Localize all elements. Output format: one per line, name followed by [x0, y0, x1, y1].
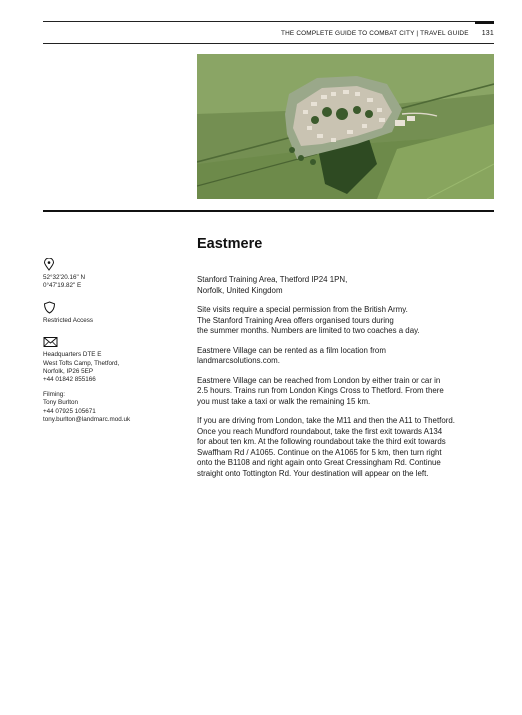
driving-directions-paragraph	[197, 416, 497, 479]
running-head	[43, 25, 494, 41]
page-number: 131	[475, 30, 494, 37]
text-line: The Stanford Training Area offers organised tours during	[197, 315, 394, 325]
permission-paragraph	[197, 305, 497, 337]
section-rule	[43, 210, 494, 212]
entry-title: Eastmere	[197, 236, 263, 252]
phone-number: +44 01842 855166	[43, 376, 96, 384]
aerial-photo	[197, 54, 494, 199]
longitude: 0°47'19.82" E	[43, 282, 82, 290]
latitude: 52°32'20.16" N	[43, 274, 86, 281]
map-pin-icon	[43, 258, 55, 271]
page-number-tab	[475, 21, 494, 24]
text-line: Eastmere Village can be reached from London by either train or car in	[197, 375, 441, 385]
header-rule	[43, 43, 494, 44]
text-line: Eastmere Village can be rented as a film location from	[197, 345, 386, 355]
text-line: Once you reach Mundford roundabout, take the first exit towards A134	[197, 426, 443, 436]
rental-paragraph	[197, 346, 497, 367]
access-text: Restricted Access	[43, 316, 94, 324]
running-title: THE COMPLETE GUIDE TO COMBAT CITY | TRAVEL GUIDE	[280, 29, 469, 37]
text-line: for about ten km. At the following roundabout take the third exit towards	[197, 437, 446, 446]
text-line: Stanford Training Area, Thetford IP24 1PN,	[197, 275, 348, 284]
envelope-icon	[43, 335, 58, 348]
access-block	[43, 301, 188, 325]
address-paragraph	[197, 275, 497, 296]
filming-email[interactable]: tony.burlton@landmarc.mod.uk	[43, 416, 131, 424]
address-line: West Tofts Camp, Thetford,	[43, 359, 120, 367]
filming-phone: +44 07925 105671	[43, 407, 96, 415]
text-line: If you are driving from London, take the M11 and then the A11 to Thetford.	[197, 416, 455, 425]
transport-paragraph	[197, 376, 497, 408]
text-line: landmarcsolutions.com.	[197, 356, 280, 365]
entry-body	[197, 275, 497, 488]
top-rule	[43, 21, 494, 22]
address-line: Headquarters DTE E	[43, 351, 102, 359]
filming-block	[43, 391, 188, 425]
text-line: Norfolk, United Kingdom	[197, 285, 283, 295]
aerial-photo-graphic	[197, 54, 494, 199]
text-line: straight onto Tottington Rd. Your destination will appear on the left.	[197, 468, 429, 478]
info-sidebar	[43, 258, 188, 434]
filming-contact-name: Tony Burlton	[43, 399, 79, 407]
text-line: Site visits require a special permission from the British Army.	[197, 305, 408, 314]
contact-block	[43, 335, 188, 385]
filming-label: Filming:	[43, 390, 66, 398]
text-line: 2.5 hours. Trains run from London Kings Cross to Thetford. From there	[197, 386, 444, 395]
shield-icon	[43, 301, 56, 314]
address-line: Norfolk, IP26 5EP	[43, 368, 94, 376]
text-line: Swaffham Rd / A1065. Continue on the A1065 for 5 km, then turn right	[197, 447, 442, 457]
location-block	[43, 258, 188, 291]
text-line: you must take a taxi or walk the remaining 15 km.	[197, 396, 371, 406]
text-line: the summer months. Numbers are limited to two coaches a day.	[197, 326, 420, 335]
text-line: onto the B1108 and right again onto Great Cressingham Rd. Continue	[197, 458, 441, 467]
